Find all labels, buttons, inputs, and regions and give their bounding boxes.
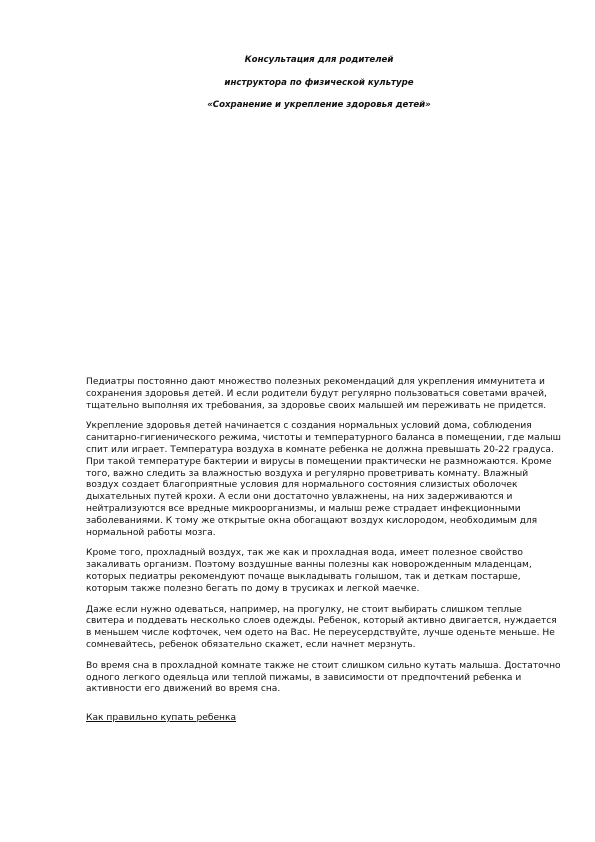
paragraph-5: Во время сна в прохладной комнате также не стоит слишком сильно кутать малыша. Достаточно одного легкого одеяльца или теплой пижамы, в зависимости от предпочтений ребенка и активности его движений во время сна. bbox=[86, 660, 561, 695]
paragraph-3: Кроме того, прохладный воздух, так же как и прохладная вода, имеет полезное свойство закаливать организм. Поэтому воздушные ванны полезны как новорожденным младенцам, которых педиатры рекомендуют почаще выкладывать голышом, так и деткам постарше, которым также полезно бегать по дому в трусиках и легкой маечке. bbox=[86, 548, 532, 594]
paragraph-2: Укрепление здоровья детей начинается с создания нормальных условий дома, соблюдения санитарно-гигиенического режима, чистоты и температурного баланса в помещении, где малыш спит или играет. Температура воздуха в комнате ребенка не должна превышать 20-22 градуса. При такой температуре бактерии и вирусы в помещении практически не размножаются. Кроме того, важно следить за влажностью воздуха и регулярно проветривать комнату. Влажный воздух создает благоприятные условия для нормального состояния слизистых оболочек дыхательных путей крохи. А если они достаточно увлажнены, на них задерживаются и нейтрализуются все вредные микроорганизмы, и малыш реже страдает инфекционными заболеваниями. К тому же открытые окна обогащают воздух кислородом, необходимым для нормальной работы мозга. bbox=[86, 421, 561, 538]
document-body bbox=[86, 377, 562, 725]
document-header bbox=[88, 55, 550, 123]
paragraph-1: Педиатры постоянно дают множество полезных рекомендаций для укрепления иммунитета и сохранения здоровья детей. И если родители будут регулярно пользоваться советами врачей, тщательно выполняя их требования, за здоровье своих малышей им переживать не придется. bbox=[86, 377, 547, 411]
header-line-2: инструктора по физической культуре bbox=[224, 77, 414, 88]
paragraph-4: Даже если нужно одеваться, например, на прогулку, не стоит выбирать слишком теплые свитера и поддевать несколько слоев одежды. Ребенок, который активно двигается, нуждается в меньшем числе кофточек, чем одето на Вас. Не переусердствуйте, лучше оденьте меньше. Не сомневайтесь, ребенок обязательно скажет, если начнет мерзнуть. bbox=[86, 604, 557, 650]
header-line-3: «Сохранение и укрепление здоровья детей» bbox=[207, 100, 431, 110]
bathing-article-link[interactable]: Как правильно купать ребенка bbox=[86, 713, 237, 724]
header-line-1: Консультация для родителей bbox=[244, 55, 394, 65]
